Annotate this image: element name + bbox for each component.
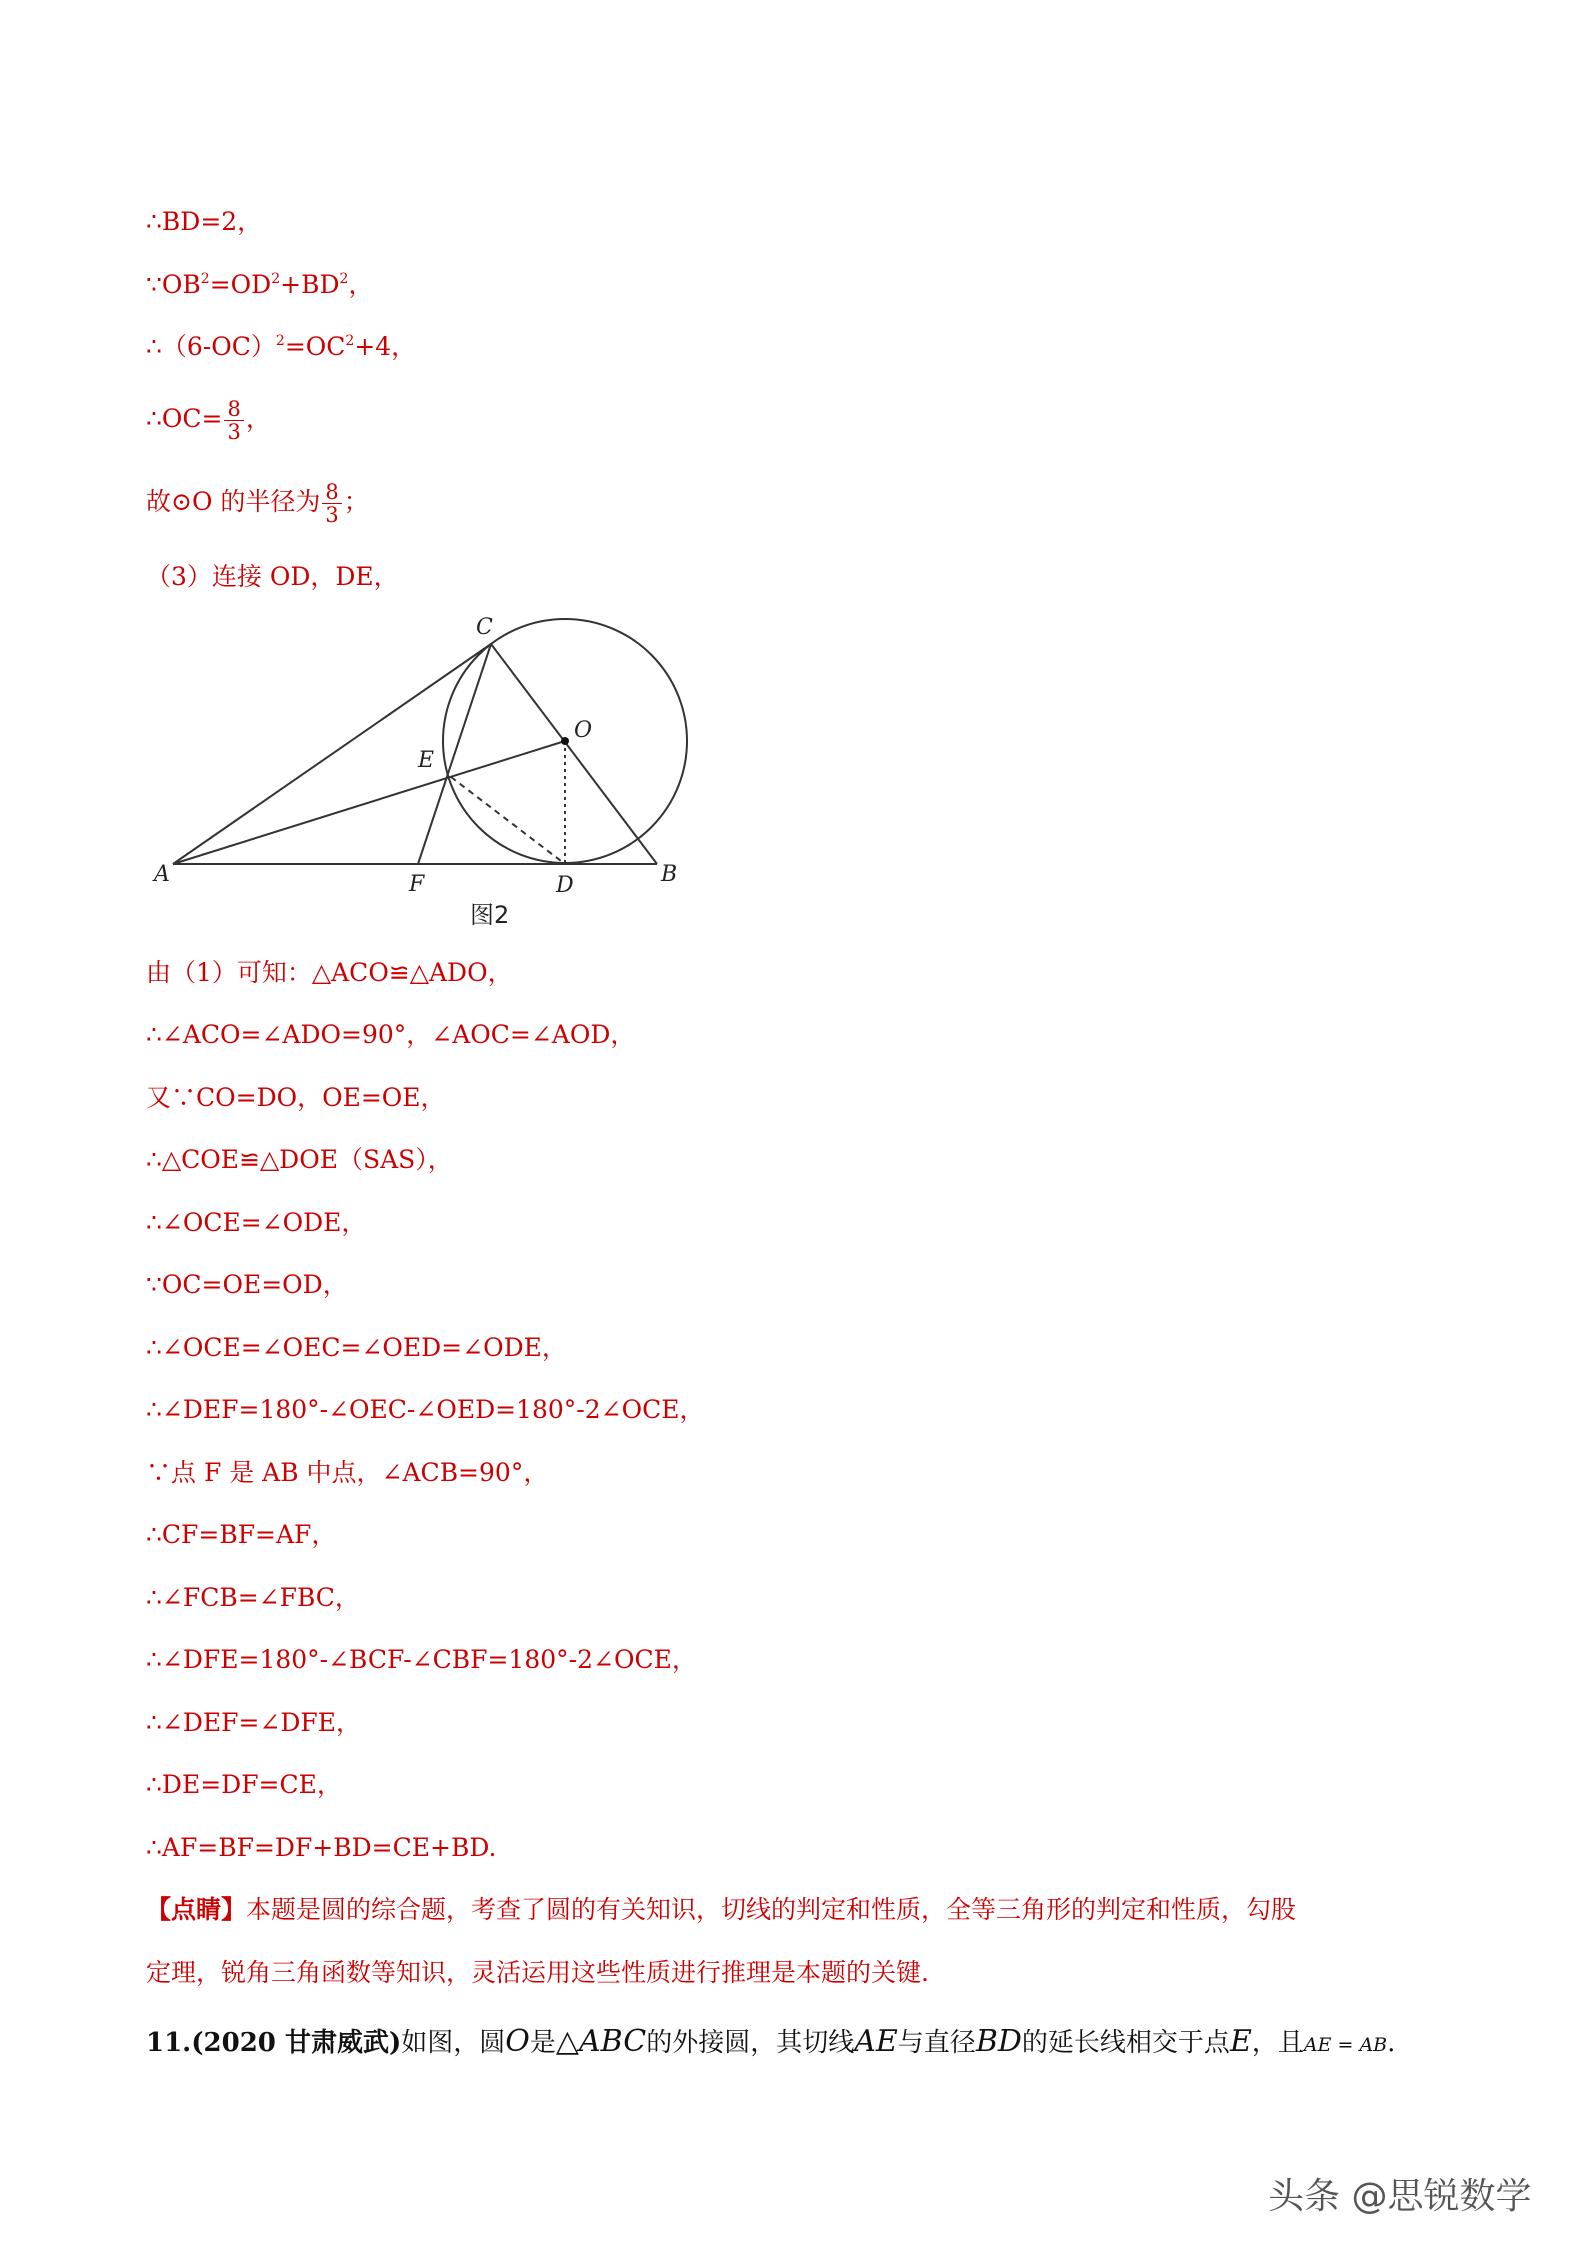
label-o: O (574, 718, 593, 743)
label-c: C (476, 615, 493, 640)
segment-ao (173, 741, 565, 864)
step-pythagoras: $\because OB^2=OD^2+BD^2$， (146, 270, 374, 299)
proof-line: ∴AF=BF=DF+BD=CE+BD. (146, 1833, 497, 1862)
segment-cb (491, 644, 657, 864)
step-bd: ∴BD=2， (146, 207, 263, 236)
part-three-heading: （3）连接 OD，DE， (146, 562, 399, 591)
proof-line: ∴∠ACO=∠ADO=90°，∠AOC=∠AOD， (146, 1020, 636, 1049)
proof-line: ∴∠OCE=∠OEC=∠OED=∠ODE， (146, 1333, 567, 1362)
key-point-note-continued: 定理，锐角三角函数等知识，灵活运用这些性质进行推理是本题的关键. (146, 1958, 929, 1987)
geometry-figure-2 (140, 600, 700, 940)
segment-de-dashed (451, 777, 565, 864)
proof-line: ∵点 F 是 AB 中点，∠ACB=90°， (146, 1458, 549, 1487)
proof-line: ∴CF=BF=AF， (146, 1520, 337, 1549)
step-radius: 故⊙O 的半径为 $\frac{8}{3}$ ； (146, 480, 369, 527)
label-f: F (409, 872, 425, 897)
fraction-eight-thirds: $\frac{8}{3}$ (224, 398, 243, 443)
proof-line: ∴∠OCE=∠ODE， (146, 1208, 367, 1237)
figure-caption: 图2 (470, 901, 510, 929)
proof-line: ∴∠DEF=180°-∠OEC-∠OED=180°-2∠OCE， (146, 1395, 705, 1424)
key-point-tag: 【点睛】 (146, 1895, 247, 1924)
proof-line: ∴△COE≌△DOE（SAS）， (146, 1145, 453, 1174)
proof-line: ∵OC=OE=OD， (146, 1270, 348, 1299)
proof-line: 由（1）可知：△ACO≌△ADO， (146, 958, 513, 987)
problem-11: 11.(2020 甘肃威武)如图，圆O是△ABC的外接圆，其切线AE与直径BD的延长线相交于点E，且AE = AB. (146, 2024, 1396, 2059)
label-a: A (154, 862, 170, 887)
proof-line: ∴∠DEF=∠DFE， (146, 1708, 362, 1737)
watermark: 头条 @思锐数学 (1268, 2176, 1532, 2217)
label-b: B (661, 862, 678, 887)
proof-line: ∴∠FCB=∠FBC， (146, 1583, 360, 1612)
step-equation: $\therefore(6-OC)^2=OC^2+4$， (146, 332, 417, 361)
proof-line: ∴DE=DF=CE， (146, 1770, 342, 1799)
key-point-note: 【点睛】本题是圆的综合题，考查了圆的有关知识，切线的判定和性质，全等三角形的判定和性质，勾股 (146, 1895, 1297, 1924)
label-e: E (418, 748, 435, 773)
center-point-o (561, 737, 569, 745)
proof-line: ∴∠DFE=180°-∠BCF-∠CBF=180°-2∠OCE， (146, 1645, 697, 1674)
proof-line: 又∵CO=DO，OE=OE， (146, 1083, 446, 1112)
label-d: D (556, 873, 574, 898)
fraction-eight-thirds-radius: $\frac{8}{3}$ (322, 481, 341, 526)
step-oc-value: ∴OC= $\frac{8}{3}$ ， (146, 397, 271, 444)
